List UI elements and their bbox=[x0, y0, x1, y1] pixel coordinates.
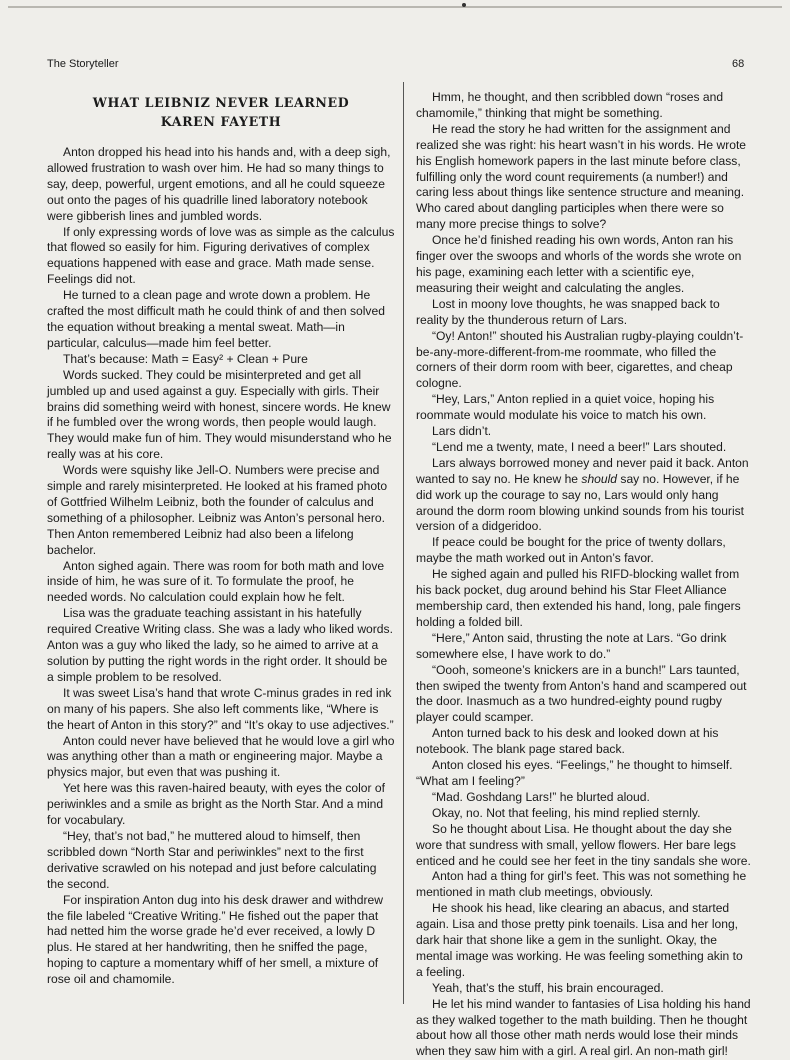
paragraph: Yet here was this raven-haired beauty, with eyes the color of periwinkles and a smile as bright as the North Star. And a mind for vocabulary. bbox=[47, 781, 386, 828]
paragraph: He sighed again and pulled his RIFD-blocking wallet from his back pocket, dug around behind his Star Fleet Alliance membership card, then extended his hand, long, pale fingers holding a folded bill. bbox=[416, 567, 741, 629]
paragraph bbox=[416, 456, 752, 536]
paragraph: Anton closed his eyes. “Feelings,” he thought to himself. “What am I feeling?” bbox=[416, 758, 733, 788]
page-number: 68 bbox=[732, 58, 745, 70]
paragraph: Anton sighed again. There was room for both math and love inside of him, he was sure of it. To formulate the proof, he needed words. No calculation could explain how he felt. bbox=[47, 558, 385, 605]
top-mark bbox=[462, 3, 466, 7]
paragraph: Anton had a thing for girl’s feet. This was not something he mentioned in math club meetings, obviously. bbox=[416, 869, 747, 900]
paragraph: Lost in moony love thoughts, he was snapped back to reality by the thunderous return of Lars. bbox=[416, 296, 720, 327]
paragraph: “Oooh, someone’s knickers are in a bunch!” Lars taunted, then swiped the twenty from Anton’s hand and scampered out the door. Inasmuch as a two hundred-eighty pound rugby player could scamper. bbox=[416, 662, 747, 725]
title-block bbox=[47, 93, 395, 131]
article-title: WHAT LEIBNIZ NEVER LEARNED bbox=[92, 95, 350, 110]
paragraph: Lisa was the graduate teaching assistant in his hatefully required Creative Writing class. She was a lady who liked words. Anton was a guy who liked the lady, so he aimed to arrive at a solution by putting the right words in the right order. It should be a simple problem to be resolved. bbox=[47, 606, 393, 684]
paragraph: He let his mind wander to fantasies of Lisa holding his hand as they walked together to the math building. Then he thought about how all those other math nerds would lose their minds when they saw him with a girl. A real girl. An non-math girl! bbox=[416, 996, 751, 1059]
paragraph: For inspiration Anton dug into his desk drawer and withdrew the file labeled “Creative Writing.” He fished out the paper that had netted him the worse grade he’d ever received, a lowly D plus. He stared at her handwriting, then he sniffed the page, hoping to capture a momentary whiff of her smell, a mixture of rose oil and chamomile. bbox=[47, 892, 383, 987]
paragraph: “Hey, Lars,” Anton replied in a quiet voice, hoping his roommate would modulate his voice to match his own. bbox=[416, 392, 715, 423]
paragraph: Words sucked. They could be misinterpreted and get all jumbled up and used against a guy. Especially with girls. Their brains did something weird with honest, sincere words. He knew if he fumbled over the wrong words, then people would laugh. They would make fun of him. They would misunderstand who he really was at his core. bbox=[47, 367, 392, 462]
paragraph: He turned to a clean page and wrote down a problem. He crafted the most difficult math he could think of and then solved the equation without breaking a mental sweat. Math—in particular, calculus—made him feel better. bbox=[47, 288, 385, 350]
paragraph-text: say no. However, if he did work up the courage to say no, Lars would only hang around the dorm room blowing unkind sounds from his tourist version of a didgeridoo. bbox=[416, 471, 745, 534]
paragraph: “Lend me a twenty, mate, I need a beer!” Lars shouted. bbox=[432, 439, 727, 454]
paragraph: That’s because: Math = Easy² + Clean + Pure bbox=[63, 351, 308, 366]
article-author: KAREN FAYETH bbox=[160, 114, 282, 129]
paragraph: Anton turned back to his desk and looked down at his notebook. The blank page stared back. bbox=[416, 726, 719, 757]
paragraph: “Here,” Anton said, thrusting the note at Lars. “Go drink somewhere else, I have work to do.” bbox=[416, 630, 727, 661]
paragraph: “Mad. Goshdang Lars!” he blurted aloud. bbox=[432, 789, 650, 804]
paragraph: Anton dropped his head into his hands and, with a deep sigh, allowed frustration to wash over him. He had so many things to say, deep, powerful, urgent emotions, and all he could squeeze out onto the pages of his quadrille lined laboratory notebook were gibberish lines and jumbled words. bbox=[47, 145, 391, 223]
right-column bbox=[416, 90, 752, 1060]
running-header-publication: The Storyteller bbox=[47, 58, 119, 70]
paragraph: If only expressing words of love was as simple as the calculus that flowed so easily for him. Figuring derivatives of complex equations happened with ease and grace. Math made sense. Feelings did not. bbox=[47, 224, 395, 287]
paragraph: It was sweet Lisa’s hand that wrote C-minus grades in red ink on many of his papers. She also left comments like, “Where is the heart of Anton in this story?” and “It’s okay to use adjectives.” bbox=[47, 685, 394, 732]
right-column-body bbox=[416, 90, 752, 1060]
paragraph: Words were squishy like Jell-O. Numbers were precise and simple and rarely misinterpreted. He looked at his framed photo of Gottfried Wilhelm Leibniz, both the founder of calculus and something of a philosopher. Leibniz was Anton’s personal hero. Then Anton remembered Leibniz had also been a lifelong bachelor. bbox=[47, 463, 388, 557]
paragraph: Hmm, he thought, and then scribbled down “roses and chamomile,” thinking that might be something. bbox=[416, 90, 724, 120]
top-rule bbox=[8, 6, 782, 8]
paragraph: Once he’d finished reading his own words, Anton ran his finger over the swoops and whorls of the words she wrote on his page, examining each letter with a scientific eye, measuring their weight and calculating the angles. bbox=[416, 233, 742, 295]
paragraph: So he thought about Lisa. He thought about the day she wore that sundress with small, yellow flowers. Her bare legs enticed and he could see her feet in the tiny sandals she wore. bbox=[416, 821, 751, 868]
left-column-body bbox=[47, 145, 395, 988]
paragraph-text: Lars always borrowed money and never paid it back. Anton wanted to say no. He knew he bbox=[416, 455, 749, 486]
paragraph: He shook his head, like clearing an abacus, and started again. Lisa and those pretty pink toenails. Lisa and her long, dark hair that shone like a gem in the sunlight. Okay, the mental image was working. He was feeling something akin to a feeling. bbox=[416, 901, 743, 979]
emphasis-word: should bbox=[581, 471, 618, 486]
paragraph: Yeah, that’s the stuff, his brain encouraged. bbox=[432, 980, 664, 995]
paragraph: He read the story he had written for the assignment and realized she was right: his heart wasn’t in his words. He wrote his English homework papers in the last minute before class, fulfilling only the word count requirements (a number!) and caring less about things like sentence structure and meaning. Who cared about dangling participles when there were so many more precise things to solve? bbox=[416, 121, 747, 232]
paragraph: Lars didn’t. bbox=[432, 424, 492, 439]
left-column bbox=[47, 90, 395, 988]
paragraph: “Oy! Anton!” shouted his Australian rugby-playing couldn’t-be-any-more-different-from-me roommate, who filled the corners of their dorm room with beer, cigarettes, and cheap cologne. bbox=[416, 328, 744, 391]
paragraph: Okay, no. Not that feeling, his mind replied sternly. bbox=[432, 805, 701, 820]
paragraph: “Hey, that’s not bad,” he muttered aloud to himself, then scribbled down “North Star and periwinkles” next to the first derivative scrawled on his notepad and just before calculating the second. bbox=[47, 828, 377, 891]
paragraph: If peace could be bought for the price of twenty dollars, maybe the math worked out in Anton’s favor. bbox=[416, 535, 726, 566]
column-divider bbox=[403, 82, 404, 1004]
paragraph: Anton could never have believed that he would love a girl who was anything other than a math or engineering major. Maybe a physics major, but even that was pushing it. bbox=[47, 733, 395, 780]
